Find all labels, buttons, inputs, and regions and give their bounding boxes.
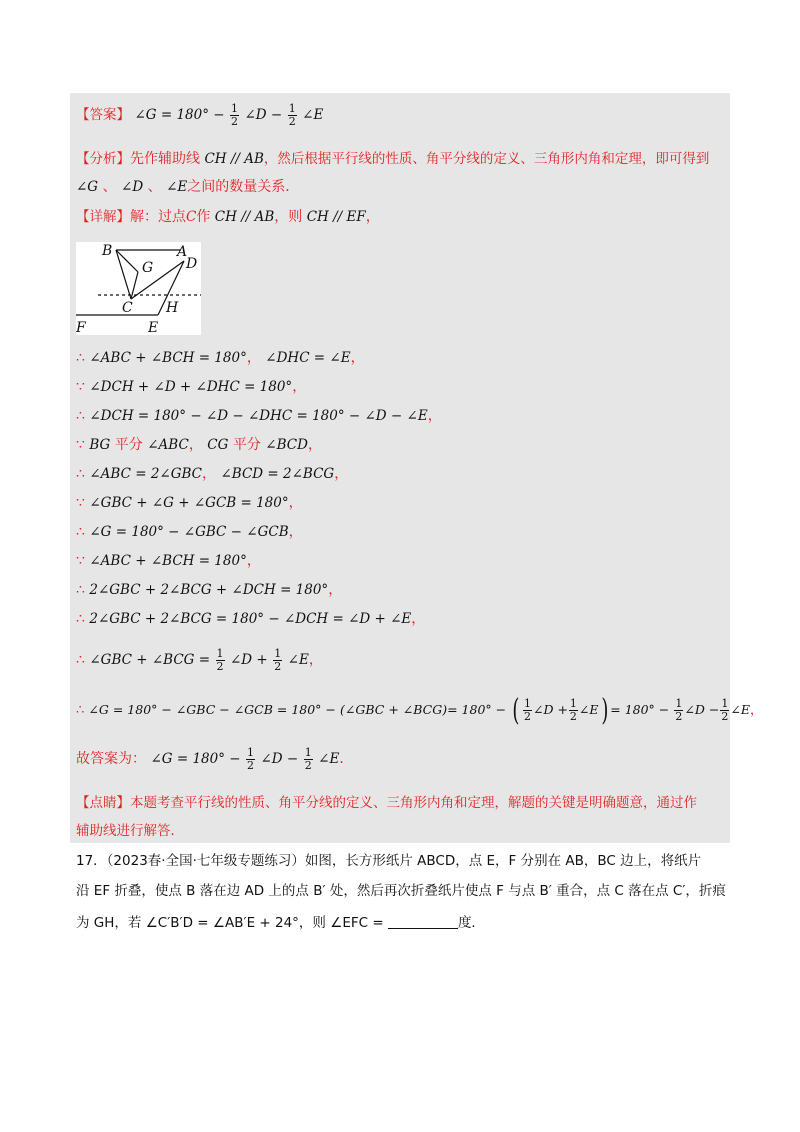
step-4-cg: CG [207, 437, 229, 453]
step-8-end: ， [246, 553, 261, 569]
label-h: H [166, 300, 179, 316]
because-icon: ∵ [76, 379, 85, 395]
step-5-math: ∠ABC = 2∠GBC [89, 466, 203, 482]
analysis-text-c: 之间的数量关系． [187, 179, 300, 195]
comment-line-1 [76, 794, 697, 812]
because-icon: ∵ [76, 495, 85, 511]
step-12-h: ∠E [730, 702, 750, 717]
answer-fraction-2: $\frac{1}{2}$ [288, 101, 296, 128]
step-10 [76, 610, 425, 628]
right-paren: ) [600, 692, 608, 728]
question-17-unit: 度． [457, 915, 485, 931]
step-6-end: ， [288, 495, 303, 511]
detail-point-c: C [186, 209, 197, 225]
step-3 [76, 407, 442, 425]
step-10-end: ， [411, 611, 426, 627]
step-4-bg: BG [89, 437, 111, 453]
label-a: A [177, 244, 188, 260]
analysis-sep-1: 、 [102, 179, 117, 195]
step-4-bisect-2: 平分 [232, 437, 261, 453]
analysis-text-a: 先作辅助线 [130, 151, 200, 167]
step-9 [76, 581, 342, 599]
step-12-c: = 180° − [447, 702, 507, 717]
detail-text-d: ，则 [274, 209, 303, 225]
step-11-a: ∠GBC + ∠BCG = [89, 652, 211, 668]
step-3-math: ∠DCH = 180° − ∠D − ∠DHC = 180° − ∠D − ∠E [89, 408, 428, 424]
step-9-end: ， [328, 582, 343, 598]
therefore-icon: ∴ [76, 408, 85, 424]
step-4-end: ， [307, 437, 322, 453]
step-11-fraction-1: $\frac{1}{2}$ [216, 646, 224, 673]
step-7 [76, 523, 303, 541]
conclusion-c: ∠E [318, 751, 340, 767]
step-1-math: ∠ABC + ∠BCH = 180° [89, 350, 247, 366]
step-12-end: ， [749, 703, 763, 718]
step-1-comma: ， [246, 350, 261, 366]
step-11-fraction-2: $\frac{1}{2}$ [274, 646, 282, 673]
answer-expr-c: ∠E [302, 107, 324, 123]
conclusion-end: ． [339, 751, 354, 767]
step-4-bisect-1: 平分 [114, 437, 143, 453]
step-12-a: ∠G = 180° − ∠GBC − ∠GCB = 180° − [88, 702, 336, 717]
step-5-end: ， [334, 466, 349, 482]
question-17-line-1: 17．（2023春·全国·七年级专题练习）如图，长方形纸片 ABCD，点 E，F 分别在 AB，BC 边上，将纸片 [76, 853, 702, 869]
step-12-fraction-2: $\frac{1}{2}$ [569, 697, 577, 723]
step-12-e: ∠E [578, 702, 599, 717]
therefore-icon: ∴ [76, 652, 85, 668]
step-12-fraction-4: $\frac{1}{2}$ [721, 697, 729, 723]
step-2 [76, 378, 306, 396]
step-12-f: = 180° − [610, 702, 670, 717]
step-12 [76, 693, 763, 728]
conclusion-b: ∠D − [260, 751, 299, 767]
step-12-fraction-3: $\frac{1}{2}$ [675, 697, 683, 723]
step-1-end: ， [350, 350, 365, 366]
step-8-math: ∠ABC + ∠BCH = 180° [89, 553, 247, 569]
analysis-line-2 [76, 178, 299, 196]
step-2-end: ， [292, 379, 307, 395]
step-6-math: ∠GBC + ∠G + ∠GCB = 180° [89, 495, 289, 511]
detail-line [76, 208, 380, 226]
label-c: C [122, 300, 133, 316]
detail-math-1: CH // AB [214, 209, 275, 225]
label-g: G [142, 260, 154, 276]
label-e: E [148, 320, 159, 335]
step-11-end: ， [308, 652, 323, 668]
analysis-line-1 [76, 150, 709, 168]
step-5 [76, 465, 348, 483]
because-icon: ∵ [76, 553, 85, 569]
detail-text-e: ， [365, 209, 380, 225]
analysis-angle-d: ∠D [121, 179, 144, 195]
question-17-line-2: 沿 EF 折叠，使点 B 落在边 AD 上的点 B′ 处，然后再次折叠纸片使点 F 与点 B′ 重合，点 C 落在点 C′，折痕 [76, 883, 726, 899]
therefore-icon: ∴ [76, 703, 85, 718]
detail-text-b: 作 [196, 209, 211, 225]
detail-text-a: 解：过点 [130, 209, 186, 225]
because-icon: ∵ [76, 437, 85, 453]
step-4-comma: ， [188, 437, 203, 453]
step-10-math: 2∠GBC + 2∠BCG = 180° − ∠DCH = ∠D + ∠E [89, 611, 412, 627]
geometry-diagram [76, 242, 201, 335]
step-4-bcd: ∠BCD [265, 437, 308, 453]
step-12-d: ∠D + [532, 702, 568, 717]
step-1-math-2: ∠DHC = ∠E [265, 350, 351, 366]
analysis-angle-g: ∠G [76, 179, 99, 195]
conclusion-line [76, 744, 353, 774]
step-4 [76, 436, 322, 454]
question-17-text: 为 GH，若 ∠C′B′D = ∠AB′E + 24°，则 ∠EFC = [76, 915, 384, 931]
answer-expr-b: ∠D − [244, 107, 283, 123]
step-2-math: ∠DCH + ∠D + ∠DHC = 180° [89, 379, 293, 395]
conclusion-label: 故答案为： [76, 751, 146, 767]
comment-text-2: 辅助线进行解答． [76, 823, 184, 839]
analysis-math: CH // AB [204, 151, 264, 167]
step-7-end: ， [288, 524, 303, 540]
step-6 [76, 494, 303, 512]
therefore-icon: ∴ [76, 611, 85, 627]
step-5-math-2: ∠BCD = 2∠BCG [220, 466, 335, 482]
step-9-math: 2∠GBC + 2∠BCG + ∠DCH = 180° [89, 582, 329, 598]
therefore-icon: ∴ [76, 582, 85, 598]
analysis-sep-2: 、 [147, 179, 162, 195]
label-f: F [76, 320, 86, 335]
step-12-g: ∠D − [684, 702, 720, 717]
detail-math-2: CH // EF [306, 209, 366, 225]
detail-tag: 【详解】 [76, 209, 130, 225]
step-11-c: ∠E [287, 652, 309, 668]
step-8 [76, 552, 261, 570]
answer-blank[interactable] [388, 914, 458, 929]
conclusion-a: ∠G = 180° − [150, 751, 241, 767]
step-12-fraction-1: $\frac{1}{2}$ [523, 697, 531, 723]
answer-tag: 【答案】 [76, 107, 130, 123]
answer-expr-a: ∠G = 180° − [134, 107, 225, 123]
analysis-tag: 【分析】 [76, 151, 130, 167]
answer-line [76, 100, 323, 130]
comment-text-1: 本题考查平行线的性质、角平分线的定义、三角形内角和定理，解题的关键是明确题意，通过作 [130, 795, 697, 811]
step-5-comma: ， [202, 466, 217, 482]
conclusion-fraction-1: $\frac{1}{2}$ [247, 745, 255, 772]
step-1 [76, 349, 365, 367]
conclusion-fraction-2: $\frac{1}{2}$ [304, 745, 312, 772]
analysis-angle-e: ∠E [166, 179, 188, 195]
step-12-b: (∠GBC + ∠BCG) [340, 702, 448, 717]
therefore-icon: ∴ [76, 524, 85, 540]
label-b: B [102, 243, 113, 259]
step-11-b: ∠D + [229, 652, 268, 668]
therefore-icon: ∴ [76, 350, 85, 366]
therefore-icon: ∴ [76, 466, 85, 482]
label-d: D [186, 256, 198, 272]
step-7-math: ∠G = 180° − ∠GBC − ∠GCB [89, 524, 289, 540]
left-paren: ( [512, 692, 520, 728]
question-17-line-3 [76, 913, 485, 933]
segment-cd [131, 261, 184, 299]
answer-fraction-1: $\frac{1}{2}$ [231, 101, 239, 128]
geometry-figure [76, 242, 201, 335]
step-11 [76, 645, 323, 675]
analysis-text-b: ，然后根据平行线的性质、角平分线的定义、三角形内角和定理，即可得到 [263, 151, 710, 167]
comment-tag: 【点睛】 [76, 795, 130, 811]
comment-line-2 [76, 822, 184, 840]
step-4-abc: ∠ABC [147, 437, 189, 453]
step-3-end: ， [427, 408, 442, 424]
